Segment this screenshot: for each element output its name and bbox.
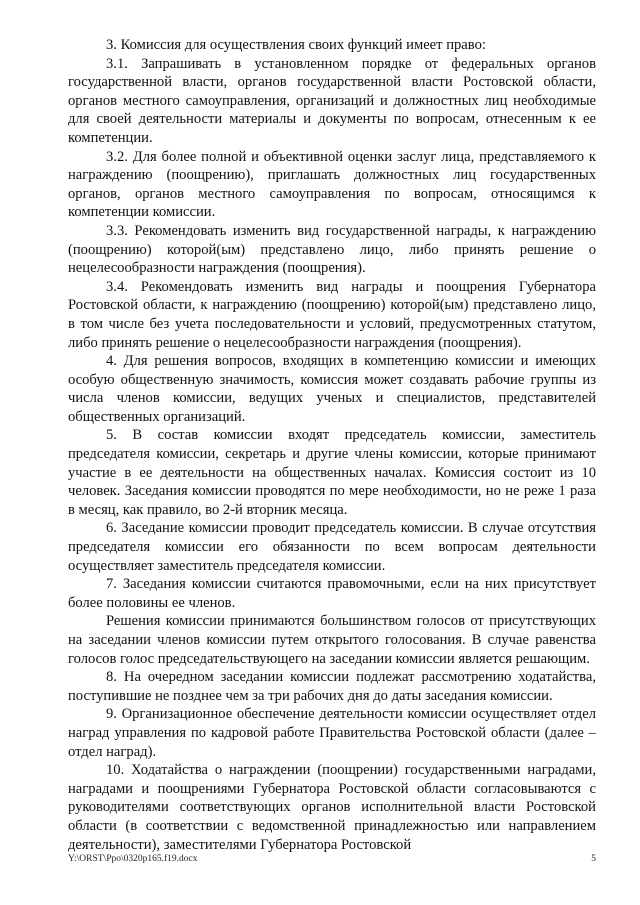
paragraph-9: 9. Организационное обеспечение деятельности комиссии осуществляет отдел наград управления по кадровой работе Правительства Ростовской области (далее – отдел наград).: [68, 706, 596, 760]
paragraph-3-1: 3.1. Запрашивать в установленном порядке от федеральных органов государственной власти, органов государственной власти Ростовской области, органов местного самоуправления, организаций и должностных лиц необходимые для своей деятельности материалы и документы по вопросам, отнесенным к ее компетенции.: [68, 55, 596, 146]
paragraph-6: 6. Заседание комиссии проводит председатель комиссии. В случае отсутствия председателя комиссии его обязанности по всем вопросам деятельности осуществляет заместитель председателя комиссии.: [68, 520, 596, 574]
paragraph-10: 10. Ходатайства о награждении (поощрении) государственными наградами, наградами и поощрениями Губернатора Ростовской области согласовываются с руководителями соответствующих органов исполнительной власти Ростовской области (в соответствии с ведомственной принадлежностью или направлением деятельности), заместителями Губернатора Ростовской: [68, 762, 596, 853]
document-body: [68, 36, 596, 854]
paragraph-3-4: 3.4. Рекомендовать изменить вид награды и поощрения Губернатора Ростовской области, к награждению (поощрению) которой(ым) представлено лицо, в том числе без учета последовательности и условий, предусмотренных статутом, либо принять решение о нецелесообразности награждения (поощрения).: [68, 278, 596, 351]
page-number: 5: [591, 854, 596, 864]
paragraph-4: 4. Для решения вопросов, входящих в компетенцию комиссии и имеющих особую общественную значимость, комиссия может создавать рабочие группы из числа членов комиссии, ведущих ученых и специалистов, представителей общественных организаций.: [68, 353, 596, 425]
paragraph-3-3: 3.3. Рекомендовать изменить вид государственной награды, к награждению (поощрению) которой(ым) представлено лицо, либо принять решение о нецелесообразности награждения (поощрения).: [68, 222, 596, 277]
paragraph-3-2: 3.2. Для более полной и объективной оценки заслуг лица, представляемого к награждению (поощрению), приглашать должностных лиц государственных органов, органов местного самоуправления по вопросам, относящимся к компетенции комиссии.: [68, 148, 596, 221]
paragraph-7: 7. Заседания комиссии считаются правомочными, если на них присутствует более половины ее членов.: [68, 576, 596, 611]
paragraph-5: 5. В состав комиссии входят председатель комиссии, заместитель председателя комиссии, секретарь и другие члены комиссии, которые принимают участие в ее деятельности на общественных началах. Комиссия состоит из 10 человек. Заседания комиссии проводятся по мере необходимости, но не реже 1 раза в месяц, как правило, во 2-й вторник месяца.: [68, 427, 596, 518]
paragraph-7-decisions: Решения комиссии принимаются большинством голосов от присутствующих на заседании членов комиссии путем открытого голосования. В случае равенства голосов голос председательствующего на заседании комиссии является решающим.: [68, 613, 596, 667]
paragraph-3: 3. Комиссия для осуществления своих функций имеет право:: [106, 37, 486, 53]
paragraph-8: 8. На очередном заседании комиссии подлежат рассмотрению ходатайства, поступившие не позднее чем за три рабочих дня до даты заседания комиссии.: [68, 669, 596, 704]
file-path: Y:\ORST\Ppo\0320p165.f19.docx: [68, 854, 198, 864]
